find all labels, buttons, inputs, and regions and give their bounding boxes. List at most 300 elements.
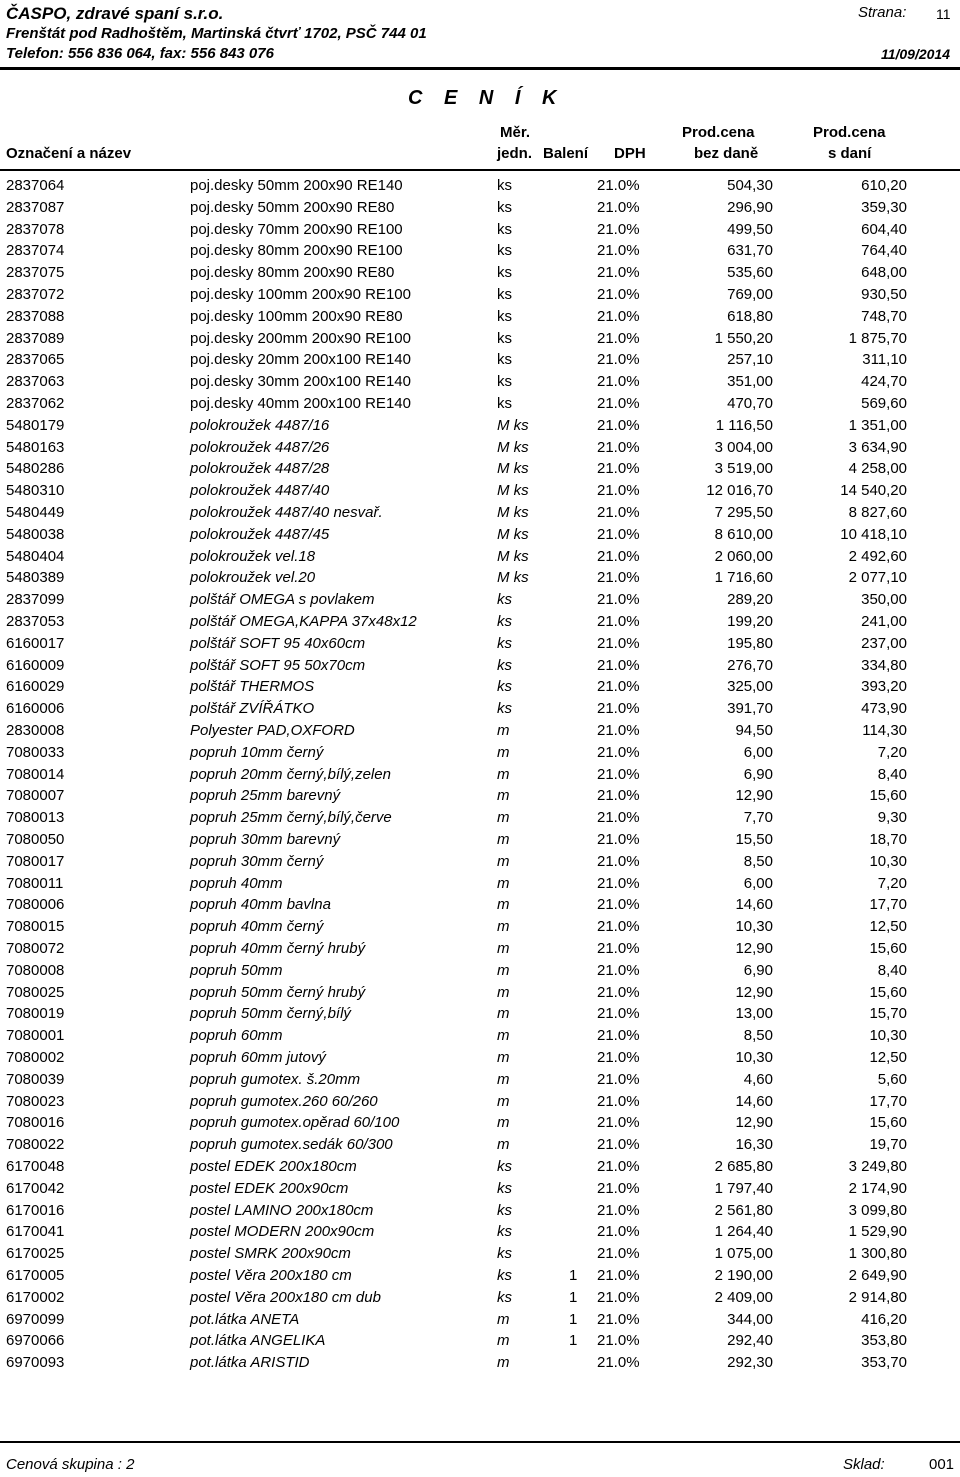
table-row [0,744,960,766]
item-unit: m [497,896,510,914]
item-price-gross: 1 875,70 [848,329,907,347]
table-row [0,722,960,744]
table-row [0,221,960,243]
item-name: polokroužek 4487/45 [190,525,330,543]
item-price-net: 7 295,50 [714,504,773,521]
table-row [0,1223,960,1245]
item-code: 5480449 [6,504,65,521]
item-price-net: 391,70 [727,700,773,718]
item-price-gross: 2 077,10 [848,569,907,587]
item-unit: m [497,983,510,1001]
item-price-net: 1 116,50 [715,416,773,434]
item-code: 6970099 [6,1310,65,1328]
item-name: poj.desky 80mm 200x90 RE80 [190,264,395,282]
item-price-gross: 1 529,90 [848,1223,907,1241]
item-unit: M ks [497,416,529,434]
item-unit: ks [497,1267,512,1284]
item-price-gross: 2 492,60 [848,547,907,565]
table-row [0,1332,960,1354]
item-pack: 1 [569,1288,578,1306]
price-group: Cenová skupina : 2 [6,1456,135,1473]
item-price-net: 16,30 [735,1136,773,1154]
item-vat: 21.0% [597,634,640,652]
table-row [0,569,960,591]
item-name: popruh 10mm černý [190,743,324,761]
item-price-net: 3 519,00 [714,460,773,478]
item-code: 2837072 [6,286,65,303]
item-name: postel Věra 200x180 cm [190,1267,352,1284]
item-name: poj.desky 50mm 200x90 RE140 [190,177,403,194]
item-vat: 21.0% [597,1310,640,1328]
item-unit: ks [497,1245,512,1263]
item-price-net: 296,90 [727,198,773,216]
item-price-gross: 12,50 [869,918,907,936]
item-vat: 21.0% [597,1114,640,1132]
company-name: ČASPO, zdravé spaní s.r.o. [6,4,224,23]
item-vat: 21.0% [597,831,640,848]
item-unit: M ks [497,482,529,500]
item-code: 7080014 [6,765,65,783]
item-name: poj.desky 100mm 200x90 RE100 [190,286,411,303]
item-unit: ks [497,395,512,412]
item-name: poj.desky 100mm 200x90 RE80 [190,307,403,325]
item-price-net: 1 716,60 [714,569,773,587]
item-vat: 21.0% [597,504,640,521]
item-unit: ks [497,307,512,325]
item-price-gross: 748,70 [861,307,907,325]
item-vat: 21.0% [597,1201,640,1219]
item-unit: M ks [497,569,529,587]
item-name: popruh gumotex.sedák 60/300 [190,1136,393,1154]
item-unit: m [497,874,510,892]
item-price-gross: 311,10 [862,351,907,369]
item-price-gross: 15,60 [869,787,907,805]
item-name: pot.látka ARISTID [190,1354,310,1372]
table-row [0,635,960,657]
table-row [0,1158,960,1180]
item-vat: 21.0% [597,242,640,260]
item-price-net: 12 016,70 [706,482,773,500]
table-row [0,1311,960,1333]
item-code: 2837075 [6,264,65,282]
item-vat: 21.0% [597,722,640,739]
column-header-unit-top: Měr. [500,124,531,141]
item-code: 7080013 [6,809,65,827]
table-row [0,373,960,395]
item-vat: 21.0% [597,1049,640,1066]
item-code: 7080002 [6,1049,65,1066]
document-title: C E N Í K [408,87,565,109]
item-code: 6970093 [6,1354,65,1372]
table-row [0,286,960,308]
item-code: 7080016 [6,1114,65,1132]
item-price-net: 535,60 [727,264,773,282]
item-vat: 21.0% [597,264,640,282]
item-unit: ks [497,700,512,718]
item-unit: ks [497,198,512,216]
item-unit: M ks [497,504,529,521]
table-row [0,853,960,875]
item-price-gross: 5,60 [877,1070,907,1088]
item-price-net: 470,70 [727,395,773,412]
item-unit: m [497,1049,510,1066]
item-vat: 21.0% [597,613,640,630]
item-name: polokroužek 4487/16 [190,416,330,434]
item-name: postel SMRK 200x90cm [190,1245,351,1263]
item-code: 2837065 [6,351,65,369]
item-price-gross: 8 827,60 [848,504,907,521]
item-unit: ks [497,242,512,260]
column-header-vat: DPH [614,145,646,162]
item-unit: ks [497,177,512,194]
item-name: popruh 25mm barevný [190,787,341,805]
item-vat: 21.0% [597,373,640,391]
table-row [0,1027,960,1049]
item-name: polštář OMEGA s povlakem [190,591,375,609]
item-name: polokroužek vel.18 [190,547,316,565]
item-code: 7080022 [6,1136,65,1154]
item-vat: 21.0% [597,940,640,957]
item-price-gross: 350,00 [861,591,907,609]
table-row [0,1354,960,1376]
item-price-net: 8,50 [743,852,773,870]
item-unit: ks [497,373,512,391]
item-code: 2837088 [6,307,65,325]
item-price-gross: 2 914,80 [848,1288,907,1306]
item-unit: ks [497,613,512,630]
item-name: popruh 25mm černý,bílý,červe [190,809,392,827]
table-row [0,766,960,788]
item-price-net: 1 797,40 [714,1179,773,1197]
item-code: 2837074 [6,242,65,260]
item-price-gross: 2 174,90 [848,1179,907,1197]
item-vat: 21.0% [597,1288,640,1306]
item-price-net: 2 409,00 [714,1288,773,1306]
item-price-net: 6,00 [743,743,773,761]
item-price-net: 1 264,40 [714,1223,773,1241]
item-code: 7080033 [6,743,65,761]
item-code: 6170016 [6,1201,65,1219]
item-price-gross: 604,40 [861,220,907,238]
item-vat: 21.0% [597,896,640,914]
item-unit: m [497,961,510,979]
table-row [0,809,960,831]
item-price-net: 504,30 [727,177,773,194]
item-price-gross: 416,20 [861,1310,907,1328]
column-header-unit-bottom: jedn. [497,145,533,162]
item-name: popruh gumotex. š.20mm [190,1070,361,1088]
item-price-net: 8 610,00 [714,525,773,543]
item-price-gross: 353,80 [861,1332,907,1350]
item-price-net: 8,50 [743,1027,773,1045]
item-price-net: 12,90 [735,983,773,1001]
item-vat: 21.0% [597,525,640,543]
item-name: popruh 40mm [190,874,283,892]
item-name: polštář ZVÍŘÁTKO [190,700,315,718]
item-price-net: 292,40 [727,1332,773,1350]
item-vat: 21.0% [597,220,640,238]
table-row [0,330,960,352]
item-price-net: 195,80 [727,634,773,652]
item-price-net: 6,90 [743,961,773,979]
table-row [0,417,960,439]
item-price-gross: 19,70 [869,1136,907,1154]
item-name: polštář SOFT 95 50x70cm [190,656,366,674]
item-name: poj.desky 80mm 200x90 RE100 [190,242,403,260]
item-vat: 21.0% [597,983,640,1001]
item-price-net: 2 190,00 [714,1267,773,1284]
table-row [0,1202,960,1224]
table-row [0,1114,960,1136]
item-price-net: 769,00 [727,286,773,303]
item-code: 2837062 [6,395,65,412]
table-row [0,177,960,199]
item-unit: ks [497,678,512,696]
item-price-net: 13,00 [735,1005,773,1023]
item-name: postel Věra 200x180 cm dub [190,1288,381,1306]
item-name: popruh 60mm [190,1027,283,1045]
column-header-net-bottom: bez daně [694,145,759,162]
column-header-gross-bottom: s daní [828,145,872,162]
item-pack: 1 [569,1310,578,1328]
item-price-gross: 610,20 [861,177,907,194]
item-vat: 21.0% [597,591,640,609]
company-contact: Telefon: 556 836 064, fax: 556 843 076 [6,45,274,62]
item-name: popruh 50mm černý hrubý [190,983,366,1001]
item-unit: m [497,852,510,870]
item-vat: 21.0% [597,1005,640,1023]
item-code: 6160006 [6,700,65,718]
item-price-gross: 1 300,80 [848,1245,907,1263]
item-name: poj.desky 200mm 200x90 RE100 [190,329,411,347]
item-code: 5480404 [6,547,65,565]
item-code: 2837089 [6,329,65,347]
item-price-net: 351,00 [727,373,773,391]
item-code: 7080001 [6,1027,65,1045]
item-vat: 21.0% [597,809,640,827]
warehouse-label: Sklad: [843,1456,885,1473]
item-unit: M ks [497,438,529,456]
item-name: postel LAMINO 200x180cm [190,1201,374,1219]
item-price-gross: 9,30 [877,809,907,827]
item-unit: m [497,1092,510,1110]
item-code: 2837053 [6,613,65,630]
column-header-net-top: Prod.cena [682,124,755,141]
item-name: polštář OMEGA,KAPPA 37x48x12 [190,613,417,630]
item-price-net: 2 561,80 [714,1201,773,1219]
item-price-gross: 7,20 [877,874,907,892]
item-price-gross: 10,30 [869,852,907,870]
page-label: Strana: [858,4,907,21]
item-price-gross: 114,30 [862,722,907,739]
item-vat: 21.0% [597,874,640,892]
item-name: popruh 40mm bavlna [190,896,331,914]
table-row [0,678,960,700]
table-row [0,896,960,918]
item-code: 5480310 [6,482,65,500]
table-row [0,1245,960,1267]
item-code: 2837087 [6,198,65,216]
item-name: pot.látka ANGELIKA [190,1332,326,1350]
item-price-gross: 1 351,00 [848,416,907,434]
item-price-net: 6,00 [743,874,773,892]
item-price-net: 4,60 [743,1070,773,1088]
item-code: 6160009 [6,656,65,674]
item-price-net: 1 075,00 [714,1245,773,1263]
item-code: 6170041 [6,1223,65,1241]
item-price-gross: 2 649,90 [848,1267,907,1284]
item-price-net: 15,50 [735,831,773,848]
item-price-gross: 424,70 [861,373,907,391]
item-price-net: 14,60 [735,1092,773,1110]
item-name: popruh gumotex.opěrad 60/100 [190,1114,400,1132]
item-code: 5480389 [6,569,65,587]
item-vat: 21.0% [597,1267,640,1284]
item-code: 7080050 [6,831,65,848]
item-price-gross: 3 249,80 [848,1158,907,1175]
item-price-net: 7,70 [743,809,773,827]
item-vat: 21.0% [597,1354,640,1372]
item-price-gross: 473,90 [861,700,907,718]
item-code: 6970066 [6,1332,65,1350]
item-price-gross: 3 634,90 [848,438,907,456]
item-name: popruh 60mm jutový [190,1049,326,1066]
item-price-net: 10,30 [735,1049,773,1066]
item-unit: m [497,918,510,936]
item-price-gross: 10 418,10 [840,525,907,543]
item-vat: 21.0% [597,416,640,434]
item-price-gross: 15,70 [869,1005,907,1023]
item-name: poj.desky 40mm 200x100 RE140 [190,395,411,412]
header-rule-top [0,67,960,70]
item-vat: 21.0% [597,286,640,303]
table-row [0,1289,960,1311]
item-vat: 21.0% [597,351,640,369]
item-price-net: 3 004,00 [714,438,773,456]
print-date: 11/09/2014 [880,46,950,62]
item-code: 2830008 [6,722,65,739]
item-code: 7080072 [6,940,65,957]
item-unit: ks [497,634,512,652]
item-code: 6170002 [6,1288,65,1306]
item-price-net: 12,90 [735,1114,773,1132]
table-row [0,984,960,1006]
item-vat: 21.0% [597,547,640,565]
item-price-gross: 17,70 [869,896,907,914]
table-row [0,831,960,853]
item-unit: ks [497,1158,512,1175]
item-price-gross: 10,30 [869,1027,907,1045]
item-vat: 21.0% [597,743,640,761]
item-price-net: 6,90 [743,765,773,783]
item-name: polokroužek 4487/40 [190,482,330,500]
item-unit: ks [497,351,512,369]
item-pack: 1 [569,1332,578,1350]
item-name: postel EDEK 200x180cm [190,1158,357,1175]
item-unit: ks [497,329,512,347]
item-price-net: 325,00 [727,678,773,696]
item-code: 6160029 [6,678,65,696]
item-vat: 21.0% [597,1245,640,1263]
item-price-gross: 15,60 [869,1114,907,1132]
item-unit: m [497,787,510,805]
item-unit: m [497,1310,510,1328]
item-price-gross: 237,00 [861,634,907,652]
table-row [0,613,960,635]
item-vat: 21.0% [597,307,640,325]
item-price-gross: 7,20 [877,743,907,761]
item-vat: 21.0% [597,787,640,805]
item-code: 7080015 [6,918,65,936]
item-price-net: 276,70 [727,656,773,674]
table-row [0,439,960,461]
item-vat: 21.0% [597,460,640,478]
item-price-net: 292,30 [727,1354,773,1372]
item-name: polokroužek vel.20 [190,569,316,587]
item-unit: m [497,831,510,848]
item-code: 6170025 [6,1245,65,1263]
item-code: 5480179 [6,416,65,434]
table-row [0,308,960,330]
warehouse-number: 001 [929,1456,955,1473]
item-name: pot.látka ANETA [190,1310,300,1328]
item-code: 5480163 [6,438,65,456]
item-unit: ks [497,1223,512,1241]
item-price-gross: 353,70 [861,1354,907,1372]
item-code: 7080019 [6,1005,65,1023]
item-price-net: 618,80 [727,307,773,325]
item-unit: m [497,765,510,783]
item-name: poj.desky 30mm 200x100 RE140 [190,373,411,391]
item-name: popruh 50mm [190,961,283,979]
table-row [0,962,960,984]
item-unit: M ks [497,547,529,565]
table-row [0,1267,960,1289]
item-name: postel EDEK 200x90cm [190,1179,349,1197]
item-name: popruh 40mm černý [190,918,324,936]
item-unit: M ks [497,460,529,478]
company-address: Frenštát pod Radhoštěm, Martinská čtvrť 1702, PSČ 744 01 [6,25,427,42]
item-unit: ks [497,656,512,674]
item-code: 7080011 [6,874,64,892]
item-vat: 21.0% [597,1223,640,1241]
item-unit: M ks [497,525,529,543]
column-header-name: Označení a název [6,145,132,162]
item-vat: 21.0% [597,961,640,979]
item-code: 7080023 [6,1092,65,1110]
item-unit: m [497,722,510,739]
item-vat: 21.0% [597,700,640,718]
item-code: 6170042 [6,1179,65,1197]
table-row [0,242,960,264]
item-unit: m [497,1114,510,1132]
item-price-gross: 18,70 [869,831,907,848]
table-row [0,1136,960,1158]
item-unit: ks [497,1201,512,1219]
item-name: poj.desky 70mm 200x90 RE100 [190,220,403,238]
item-code: 7080008 [6,961,65,979]
item-code: 7080007 [6,787,65,805]
item-price-gross: 3 099,80 [848,1201,907,1219]
item-unit: ks [497,591,512,609]
item-code: 6170005 [6,1267,65,1284]
item-unit: m [497,1354,510,1372]
table-row [0,264,960,286]
table-row [0,700,960,722]
column-header-gross-top: Prod.cena [813,124,886,141]
item-vat: 21.0% [597,918,640,936]
table-row [0,1005,960,1027]
